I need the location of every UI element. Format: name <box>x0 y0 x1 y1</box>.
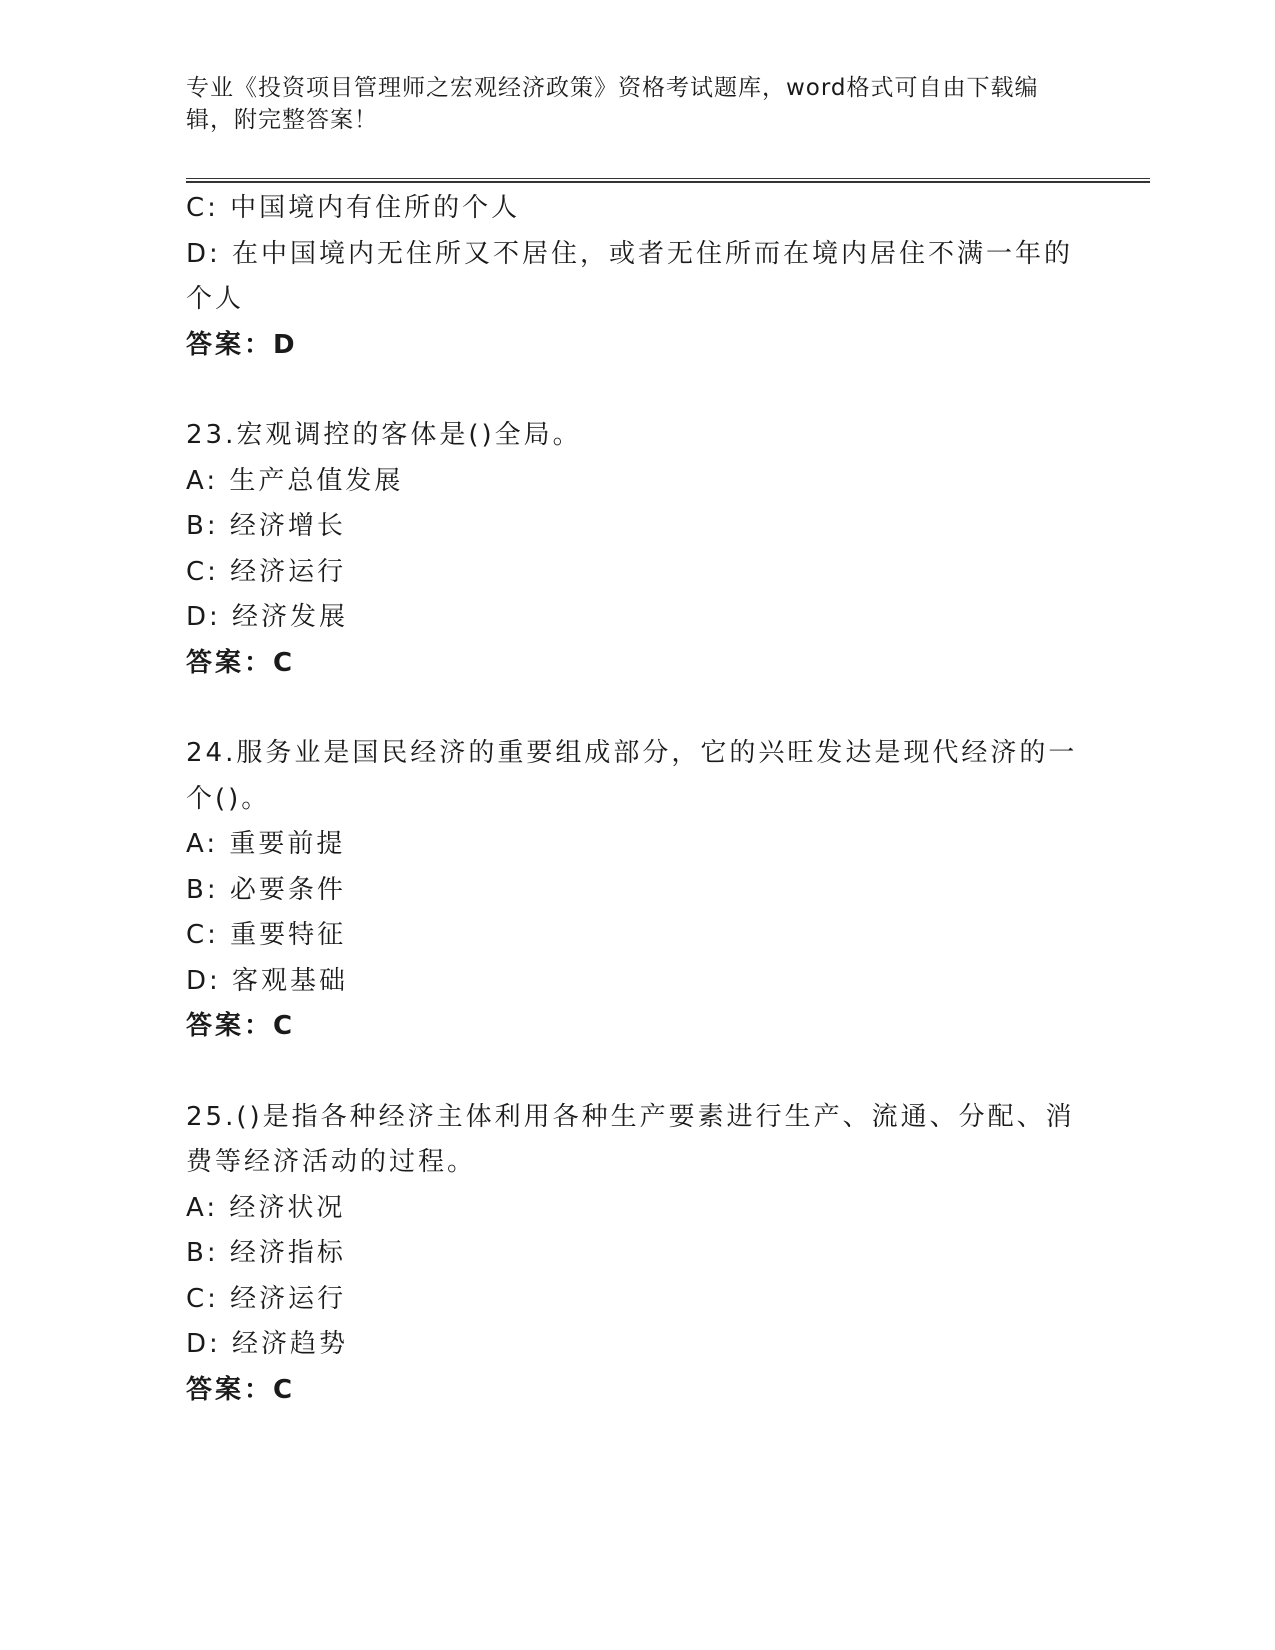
option-a: A: 重要前提 <box>186 829 346 859</box>
question-stem: 24.服务业是国民经济的重要组成部分，它的兴旺发达是现代经济的一个()。 <box>186 738 1078 814</box>
option-d: D: 经济发展 <box>186 602 349 632</box>
header-divider <box>186 178 1150 183</box>
option-b: B: 经济指标 <box>186 1238 346 1268</box>
option-b: B: 经济增长 <box>186 511 346 541</box>
option-d: D: 经济趋势 <box>186 1329 349 1359</box>
question-stem: 23.宏观调控的客体是()全局。 <box>186 420 582 450</box>
question-22-remainder <box>186 186 1086 368</box>
answer: 答案：C <box>186 647 296 678</box>
option-a: A: 生产总值发展 <box>186 465 404 496</box>
question-24 <box>186 731 1086 1050</box>
option-d: D: 在中国境内无住所又不居住，或者无住所而在境内居住不满一年的个人 <box>186 238 1074 314</box>
question-25 <box>186 1095 1086 1414</box>
page-header: 专业《投资项目管理师之宏观经济政策》资格考试题库，word格式可自由下载编辑，附完整答案！ <box>186 75 1039 133</box>
answer: 答案：D <box>186 329 298 360</box>
option-c: C: 经济运行 <box>186 556 347 587</box>
answer: 答案：C <box>186 1374 296 1405</box>
document-body <box>186 186 1086 1413</box>
option-d: D: 客观基础 <box>186 965 349 996</box>
option-a: A: 经济状况 <box>186 1192 346 1223</box>
question-23 <box>186 413 1086 686</box>
answer: 答案：C <box>186 1011 296 1041</box>
option-c: C: 中国境内有住所的个人 <box>186 193 521 223</box>
question-stem: 25.()是指各种经济主体利用各种生产要素进行生产、流通、分配、消费等经济活动的过程。 <box>186 1101 1075 1177</box>
option-c: C: 经济运行 <box>186 1283 347 1314</box>
option-c: C: 重要特征 <box>186 920 347 950</box>
option-b: B: 必要条件 <box>186 874 346 905</box>
